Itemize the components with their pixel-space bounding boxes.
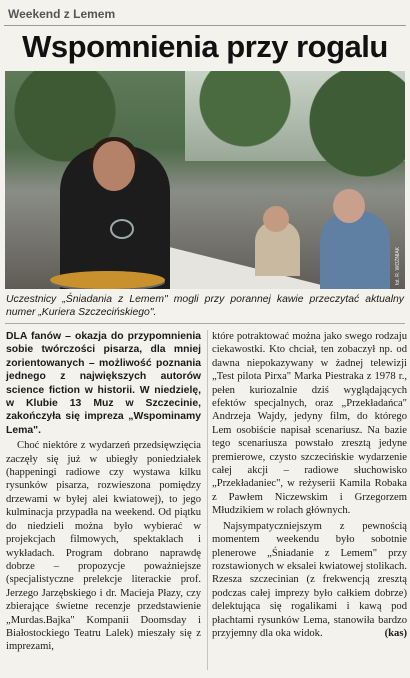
article-paragraph-1: Choć niektóre z wydarzeń przedsięwzięcia zaczęły się już w ubiegły poniedziałek (happeningi radiowe czy wystawa kilku rysunków pisarza, rozwieszona pomiędzy drzewami w byłej alei kwiatowej), to jego kulminacja przypadła na weekend. Od piątku do niedzieli można było wybierać w projekcjach filmowych, spektaklach i wykładach. Program dobrano naprawdę dobrze – propozycje poważniejsze (specjalistyczne prelekcje literackie prof. Jerzego Jarzębskiego i dr. Macieja Płazy, czy zbierające świetne recenzje przedstawienie „Murdas.Bajka" Kompanii Doomsday i Białostockiego Teatru Lalek) mieszały się z imprezami, <box>6 440 201 653</box>
caption-divider <box>5 323 405 324</box>
photo-tray-with-croissants <box>50 271 165 289</box>
photo-caption: Uczestnicy „Śniadania z Lemem" mogli przy porannej kawie przeczytać aktualny numer „Kuriera Szczecińskiego". <box>6 294 404 318</box>
article-paragraph-2: które potraktować można jako swego rodzaju ciekawostki. Kto chciał, ten zobaczył np. od dawna niepokazywany w żadnej telewizji „Test pilota Pirxa" Marka Piestraka z 1978 r., pełen kuriozalnie dziś wyglądających efektów specjalnych, oraz „Przekładańca" Andrzeja Wajdy, jedyny film, do którego Lem osobiście napisał scenariusz. Na bazie tego scenariusza powstało zresztą jedyne premierowe, czysto szczecińskie wydarzenie całej akcji – radiowe słuchowisko „Przekładaniec", w reżyserii Kamila Robaka z Pawłem Niczewskim i Grzegorzem Młudzikiem w rolach głównych. <box>212 331 407 517</box>
article-column-left <box>6 330 201 654</box>
photo-trees <box>5 71 405 181</box>
article-paragraph-3 <box>212 520 407 641</box>
article-paragraph-3-text: Najsympatyczniejszym z pewnością momentem weekendu było sobotnie plenerowe „Śniadanie z Lemem" przy rozstawionych w eksalei kwiatowej stolikach. Rzesza szczecinian (z frekwencją zresztą podczas całej imprezy było całkiem dobrze) delektująca się rogalikami i kawą pod płachtami rysunków Lema, stanowiła bardzo przyjemny dla oka widok. <box>212 520 407 639</box>
header-divider <box>4 25 406 26</box>
section-header <box>4 4 406 24</box>
article-lead: DLA fanów – okazja do przypomnienia sobie twórczości pisarza, dla mniej zorientowanych – możliwość poznania jednego z największych autorów science fiction w historii. W niedzielę, w Klubie 13 Muz w Szczecinie, zakończyła się impreza „Wspominamy Lema". <box>6 331 201 436</box>
article-photo <box>5 71 405 289</box>
heart-logo-icon <box>110 219 134 239</box>
photo-seated-person-head <box>263 206 289 232</box>
photo-man <box>320 211 390 289</box>
article-headline: Wspomnienia przy rogalu <box>22 29 388 64</box>
article-column-right <box>212 330 407 640</box>
photo-woman-head <box>93 141 135 191</box>
column-divider <box>207 330 208 670</box>
photo-man-head <box>333 189 365 223</box>
article-byline: (kas) <box>384 627 407 639</box>
photo-credit: fot. R. WOŹNIAK <box>395 246 401 285</box>
section-tag: Weekend z Lemem <box>8 7 116 21</box>
